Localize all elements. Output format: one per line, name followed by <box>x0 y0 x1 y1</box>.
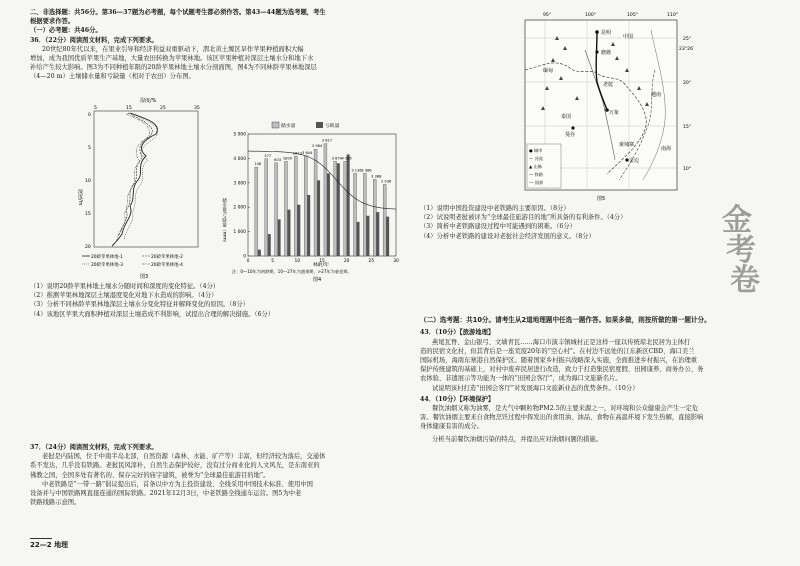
q36-para-line: 增加，成为我国优质苹果生产基地，大量农田转换为苹果林地。该区苹果种植对深层土壤水分和地下水 <box>30 55 314 63</box>
map-svg <box>515 10 695 202</box>
required-heading: （一）必考题：共46分。 <box>30 27 102 35</box>
q44-stem: 44．（10分）【环境保护】 <box>420 395 495 403</box>
fig4-data-label: 377 <box>264 153 272 158</box>
map-place: 中国 <box>623 34 634 40</box>
map-place: 泰国 <box>561 114 572 120</box>
fig4-data-label: 603 <box>274 157 282 162</box>
map-legend-item: — 河流 <box>529 156 543 161</box>
q37-question: （1）说明中国投资建设中老铁路的主要原因。（8分） <box>420 205 570 212</box>
fig4-x-tick: 5 <box>271 259 275 264</box>
q43-para-line: 造的民宿文化村，但其背后是一座荒废20年的“空心村”。在村边不远处的江东新区CBD、海口美兰 <box>420 347 695 355</box>
fig4-legend-item: 亏缺量 <box>325 124 340 129</box>
q36-para-line: （4—20 m）土壤储水量和亏缺量（相对于农田）分布图。 <box>30 73 195 81</box>
fig3-y-tick: 20 <box>85 245 91 250</box>
q44-para-line: 害。餐饮油烟主要来自食物烹饪过程中挥发出的食用油、油品、食物在高温环境下发生热解，直接影响 <box>420 414 704 422</box>
fig4-legend-item: 储水量 <box>281 124 296 129</box>
q37-questions <box>420 204 720 241</box>
q36-question: （2）推测苹果林地深层土壤湿度变化对地下水造成的影响。（4分） <box>30 292 218 300</box>
section2-heading: 二、非选择题：共56分。第36—37题为必考题，每个试题考生都必须作答。第43—44题为选考题，考生 <box>30 9 326 16</box>
map-lon-label: 100° <box>585 13 597 18</box>
watermark-char: 考 <box>726 233 756 268</box>
fig3-legend-item: 20龄苹果林地-1 <box>91 255 123 260</box>
fig4-bar-deficit <box>327 173 330 256</box>
map-city-dot <box>595 30 599 34</box>
map-legend-item: --- 国界 <box>529 180 544 185</box>
q37-question: （2）试说明老挝被评为“全球最佳旅游目的地”所具备的有利条件。（4分） <box>420 214 627 222</box>
figure-3 <box>78 94 208 282</box>
optional-section <box>420 316 780 444</box>
fig4-y-tick: 0 <box>243 254 246 260</box>
fig4-bar-deficit <box>278 219 281 256</box>
fig4-bar-storage <box>284 161 287 256</box>
fig4-x-tick: 20 <box>343 259 350 264</box>
fig3-profile-line-2 <box>118 113 152 236</box>
q43-para-line: 保护传统建筑的基础上，对村中废弃民居进行改造，致力于打造集民宿度假、田园康养、商务办公、务 <box>420 366 704 374</box>
map-legend-item: — 铁路 <box>529 172 543 177</box>
figure-3-svg <box>78 94 208 282</box>
q37-para-line: 老挝是内陆国，位于中南半岛北部，自然资源（森林、水能、矿产等）丰富，但经济较为落后，交通体 <box>42 453 326 461</box>
fig4-bar-storage <box>294 156 297 256</box>
fig4-bar-storage <box>383 184 386 256</box>
fig4-x-tick: 30 <box>393 259 399 264</box>
fig4-bar-storage <box>354 173 357 256</box>
fig4-data-label: 1613 <box>292 151 302 156</box>
q36-para-line: 20世纪80年代以来，在果业引导和经济利益双重驱动下，渭北黄土塬区旱作苹果种植面积大幅 <box>42 45 304 53</box>
fig3-x-tick: 5 <box>94 106 97 111</box>
left-column <box>30 8 399 558</box>
section2-heading-cont: 根据要求作答。 <box>30 18 75 26</box>
fig4-bar-storage <box>304 156 307 256</box>
fig3-caption: 图3 <box>140 274 149 280</box>
right-column <box>420 8 780 558</box>
fig3-y-tick: 5 <box>88 146 91 151</box>
fig3-x-tick: 25 <box>160 106 166 111</box>
map-place: 金边 <box>629 158 640 164</box>
map-place: 柬埔寨 <box>619 142 635 148</box>
fig4-bar-deficit <box>337 163 340 256</box>
fig4-bar-deficit <box>307 195 310 256</box>
fig3-legend-item: 20龄苹果林地-4 <box>151 263 183 268</box>
fig3-legend-item: 20龄苹果林地-2 <box>151 255 183 260</box>
fig4-bar-deficit <box>347 154 350 256</box>
map-place: 老挝 <box>603 82 614 88</box>
q43-para-line: 国际机场，海南东寨港自然保护区。随着国家乡村振兴战略深入实施，全面推进乡村振兴，在治理重 <box>420 357 698 365</box>
fig4-x-tick: 15 <box>319 259 325 264</box>
q36-stem: 36．（22分）阅读图文材料，完成下列要求。 <box>30 36 158 44</box>
fig4-bar-storage <box>363 173 366 256</box>
fig4-note: 注：0—10年为初龄期，10—27年为盛果期，>27年为衰老期。 <box>232 269 352 274</box>
fig4-bar-storage <box>344 161 347 256</box>
watermark <box>722 203 760 298</box>
fig4-data-label: 3 386 <box>361 168 372 173</box>
map-place: 昆明 <box>601 30 612 36</box>
fig4-x-tick: 0 <box>246 259 250 264</box>
fig4-data-label: 3 817 <box>321 138 333 143</box>
fig4-data-label: 3 388 <box>371 174 382 179</box>
fig4-data-label: 1800 <box>282 156 293 161</box>
map-legend-item: ▲ 山脉 <box>529 164 542 169</box>
fig4-y-label: 储水量/亏缺量（mm） <box>221 198 227 246</box>
fig4-data-label: 3 644 <box>302 150 313 155</box>
figure-4 <box>218 120 403 282</box>
watermark-char: 金 <box>722 203 752 238</box>
fig4-data-label: 3 136 <box>351 168 362 173</box>
map-lat-label: 23°26′ <box>679 47 695 52</box>
fig3-x-tick: 15 <box>126 106 132 111</box>
fig3-y-tick: 10 <box>85 179 91 184</box>
fig4-bar-storage <box>265 159 268 256</box>
fig4-y-tick: 5 000 <box>233 132 246 138</box>
q44-para-line: 身体健康有害的成分。 <box>420 423 483 431</box>
map-lat-label: 10° <box>683 167 692 172</box>
fig4-y-tick: 4 000 <box>233 156 246 162</box>
figure-5-map <box>515 10 695 202</box>
q44-ask: 分析当前餐饮油烟污染的特点，并提出应对油烟问题的措施。 <box>432 435 603 443</box>
fig4-bar-storage <box>275 163 278 256</box>
subject-label: 地理 <box>54 541 69 549</box>
q36-question: （4）该地区苹果大面积种植对深层土壤造成不利影响，试提出合理的解决措施。（6分） <box>30 310 275 318</box>
fig4-bar-deficit <box>297 205 300 256</box>
fig3-frame <box>94 111 198 247</box>
fig4-bar-deficit <box>268 234 271 256</box>
fig4-bar-deficit <box>386 217 389 256</box>
q36-questions <box>30 282 395 319</box>
fig4-bar-storage <box>324 144 327 256</box>
fig3-profile-line-4 <box>116 114 149 242</box>
q43-ask: 试说明该村打造“田园会客厅”对发展海口文旅新业态的优势条件。（10分） <box>432 384 639 392</box>
map-lat-label: 25° <box>683 37 692 42</box>
watermark-char: 卷 <box>730 263 760 298</box>
q37-para-line: 佛教之国，全国多处有著名的、保存完好的庙宇建筑，被誉为“全球最佳旅游目的地”。 <box>30 471 270 479</box>
optional-heading: （二）选考题：共10分。请考生从2道地理题中任选一题作答。如果多做，则按所做的第一题计分。 <box>420 316 711 324</box>
map-legend-item: ● 城市 <box>529 148 543 153</box>
map-place: 缅甸 <box>543 68 554 74</box>
map-city-dot <box>571 126 574 129</box>
fig3-profile-line-3 <box>124 114 158 240</box>
map-city-dot <box>595 50 598 53</box>
fig3-y-tick: 0 <box>88 113 91 118</box>
fig4-bar-deficit <box>258 250 261 256</box>
fig3-x-tick: 35 <box>194 106 200 111</box>
fig4-y-tick: 3 000 <box>233 181 246 187</box>
q37-block <box>30 443 395 507</box>
fig4-data-label: 2 936 <box>380 179 392 184</box>
q37-stem: 37．（24分）阅读图文材料，完成下列要求。 <box>30 444 158 451</box>
fig4-legend-swatch <box>272 122 279 128</box>
q37-para-line: 中老铁路是“一带一路”倡议提出后，首条以中方为主投资建设、全线采用中国技术标准、使用中国 <box>42 480 313 488</box>
map-place: 万象 <box>609 110 620 116</box>
fig3-y-tick: 15 <box>85 212 91 217</box>
fig4-caption: 图4 <box>313 277 322 283</box>
fig3-legend-item: 20龄苹果林地-3 <box>91 263 123 268</box>
fig5-caption: 图5 <box>597 196 606 202</box>
fig4-bar-deficit <box>376 212 379 256</box>
fig4-y-tick: 2 000 <box>233 205 246 211</box>
fig4-data-label: 3 879 <box>331 156 342 161</box>
fig4-data-label: 3 984 <box>311 144 323 149</box>
q44-para-line: 餐饮油烟又称为油雾，是大气中颗粒物PM2.5的主要来源之一，对环境和公众健康会产生一定危 <box>432 405 699 413</box>
fig4-bar-storage <box>373 179 376 256</box>
fig4-x-tick: 25 <box>368 259 375 264</box>
fig4-data-label: 4 085 <box>341 156 352 161</box>
q37-question: （3）简析中老铁路建设过程中可能遇到的困难。（6分） <box>420 223 576 231</box>
fig4-bar-storage <box>255 167 258 256</box>
fig4-bar-deficit <box>287 210 290 256</box>
q43-para-line: 农体验、非遗展示等功能为一体的“田园会客厅”，成为海口文旅新名片。 <box>420 375 622 383</box>
fig4-data-label: 106 <box>254 162 262 167</box>
fig4-bar-deficit <box>357 222 360 256</box>
map-lon-label: 105° <box>627 13 639 18</box>
map-lon-label: 95° <box>543 13 552 18</box>
q37-para-line: 系不发达，几乎没有铁路。老挝民风淳朴，自然生态保护较好，没有过分商业化的人文风光，是东南亚的 <box>30 462 320 470</box>
fig4-bar-deficit <box>366 216 369 256</box>
fig3-x-title: 湿度/% <box>140 98 157 104</box>
fig4-bar-storage <box>314 149 317 256</box>
q36-question: （3）分析不同林龄苹果林地深层土壤水分变化特征并解释变化的原因。（8分） <box>30 301 249 309</box>
fig4-bar-deficit <box>317 180 320 256</box>
page-number: 22—2 <box>30 538 52 549</box>
q43-para-line: 燕尾瓦脊、金山银弓、文墙青瓦……海口市演丰镇城村正是这样一座以传统琼北民居为主体打 <box>432 338 691 346</box>
map-lat-label: 15° <box>683 125 692 130</box>
q37-para-line: 铁路线路示意图。 <box>30 499 81 507</box>
q43-stem: 43．（10分）【旅游地理】 <box>420 329 495 337</box>
fig4-legend-swatch <box>316 122 323 128</box>
map-place: 磨憨 <box>601 50 612 56</box>
q37-question: （4）分析中老铁路的建设对老挝社会经济发展的意义。（8分） <box>420 232 595 240</box>
figure-4-chart <box>218 120 403 282</box>
page-footer <box>30 538 68 550</box>
map-lon-label: 110° <box>667 13 679 18</box>
fig4-x-label: 林龄/年 <box>313 263 330 268</box>
q36-question: （1）说明20龄苹果林地土壤水分随时间和深度的变化特征。（4分） <box>30 283 220 290</box>
map-lat-label: 20° <box>683 81 692 86</box>
map-place: 曼谷 <box>565 132 576 138</box>
fig4-y-tick: 1 000 <box>233 230 246 236</box>
fig4-x-tick: 10 <box>294 259 301 264</box>
fig4-bar-storage <box>334 161 337 256</box>
map-place: 越南 <box>651 92 662 98</box>
map-place: 南海 <box>661 146 672 152</box>
q36-para-line: 补给产生较大影响。图3为不同种植年限的20龄苹果林地土壤水分剖面图，图4为不同林龄苹果林地深层 <box>30 64 317 72</box>
fig3-y-label: 深度/m <box>77 189 83 206</box>
q37-para-line: 设备并与中国铁路网直接连通的国际铁路。2021年12月3日，中老铁路全线通车运营。图5为中老 <box>30 490 302 498</box>
